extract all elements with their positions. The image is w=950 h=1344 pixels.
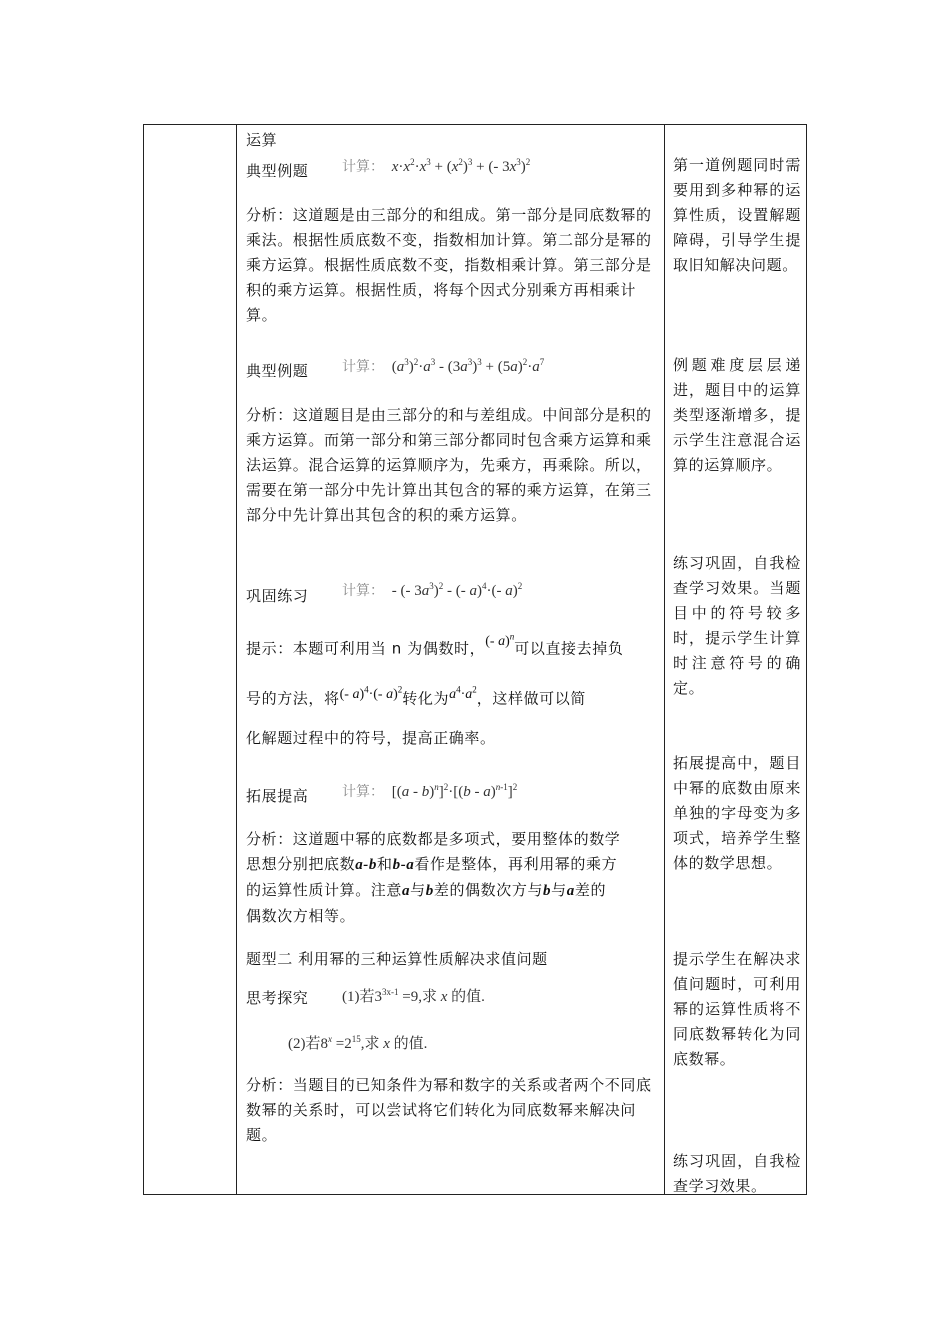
- var-b: b: [425, 883, 434, 899]
- note-4: 拓展提高中，题目中幂的底数由原来单独的字母变为多项式，培养学生整体的数学思想。: [673, 754, 801, 872]
- note-2: 例题难度层层递进，题目中的运算类型逐渐增多，提示学生注意混合运算的运算顺序。: [673, 356, 801, 474]
- type2-title: 题型二 利用幂的三种运算性质解决求值问题: [246, 950, 548, 968]
- practice-hint-line-1: [246, 633, 658, 663]
- calc-label: 计算：: [342, 159, 384, 175]
- text: 的运算性质计算。注意: [246, 881, 403, 899]
- text: 8: [320, 1036, 328, 1052]
- note-1: 第一道例题同时需要用到多种幂的运算性质，设置解题障碍，引导学生提取旧知解决问题。: [673, 156, 801, 274]
- text: (2)若: [288, 1036, 321, 1052]
- text: 差的偶数次方与: [433, 881, 544, 899]
- practice-hint-line-2: [246, 683, 658, 713]
- extend-label: 拓展提高: [246, 787, 309, 805]
- expr-a-minus-b: a-b: [355, 857, 377, 873]
- text: (1)若: [342, 989, 375, 1005]
- var-b: b: [543, 883, 552, 899]
- extend-analysis: [246, 827, 658, 929]
- calc-label: 计算：: [342, 583, 384, 599]
- example-2-analysis: 分析：这道题目是由三部分的和与差组成。中间部分是积的乘方运算。而第一部分和第三部分都同时包含乘方运算和乘法运算。混合运算的运算顺序为，先乘方，再乘除。所以，需要在第一部分中先计算出其包含的幂的乘方运算，在第三部分中先计算出其包含的积的乘方运算。: [246, 406, 652, 524]
- hint-text: ，这样做可以简: [476, 689, 586, 708]
- note-3: 练习巩固，自我检查学习效果。当题目中的符号较多时，提示学生计算时注意符号的确定。: [673, 554, 801, 697]
- hint-formula: (- a)$^n$: [485, 631, 515, 649]
- practice-formula: 计算： - (- $3a^3)^2$ - (- a)$^4$·(- a)$^2$: [342, 581, 523, 599]
- top-word: 运算: [246, 131, 278, 149]
- column-divider-2: [664, 124, 665, 1195]
- extend-analysis-line: 分析：这道题中幂的底数都是多项式，要用整体的数学: [246, 830, 621, 848]
- var-x: x: [383, 1036, 390, 1052]
- var-a: a: [566, 883, 575, 899]
- note-6: 练习巩固，自我检查学习效果。: [673, 1152, 801, 1195]
- question-2: [288, 1027, 427, 1057]
- hint-formula: (- a)$^4$·(- a)$^2$: [339, 684, 403, 702]
- exponent: 15: [351, 1034, 361, 1044]
- type2-analysis: 分析：当题目的已知条件为幂和数字的关系或者两个不同底数幂的关系时，可以尝试将它们转化为同底数幂来解决问题。: [246, 1076, 652, 1144]
- note-5: 提示学生在解决求值问题时，可利用幂的运算性质将不同底数幂转化为同底数幂。: [673, 950, 801, 1068]
- text: ,求: [360, 1036, 384, 1052]
- text: 的值.: [389, 1036, 428, 1052]
- exponent: x: [328, 1034, 332, 1044]
- extend-analysis-line: [246, 878, 658, 904]
- extend-formula: 计算： [(a - b)$^n$]$^2$·[(b - a)$^{n-1}$]$^2$: [342, 782, 518, 800]
- column-divider-1: [236, 124, 237, 1195]
- text: 差的: [574, 881, 607, 899]
- extend-analysis-line: [246, 852, 658, 878]
- example-2-label: 典型例题: [246, 362, 309, 380]
- text: 思想分别把底数: [246, 855, 356, 873]
- extend-analysis-line: 偶数次方相等。: [246, 907, 356, 925]
- example-1-analysis: 分析：这道题是由三部分的和组成。第一部分是同底数幂的乘法。根据性质底数不变，指数相加计算。第二部分是幂的乘方运算。根据性质底数不变，指数相乘计算。第三部分是积的乘方运算。根据性质，将每个因式分别乘方再相乘计算。: [246, 206, 652, 324]
- expr-b-minus-a: b-a: [392, 857, 415, 873]
- text: 3: [374, 989, 382, 1005]
- hint-text: 提示：本题可利用当 n 为偶数时，: [246, 639, 486, 658]
- think-explore-label: 思考探究: [246, 989, 309, 1007]
- hint-formula: $a^4\cdot a^2$: [449, 684, 477, 702]
- text: 看作是整体，再利用幂的乘方: [414, 855, 618, 873]
- example-1-label: 典型例题: [246, 162, 309, 180]
- text: 的值.: [447, 989, 485, 1005]
- practice-hint-line-3: 化解题过程中的符号，提高正确率。: [246, 729, 496, 747]
- hint-text: 号的方法，将: [246, 689, 340, 708]
- example-1-formula: 计算： $x\cdot x^2\cdot x^3 + (x^2)^3$ + (- $3x^3)^2$: [342, 157, 531, 175]
- text: =9,求: [398, 989, 441, 1005]
- var-x: x: [440, 989, 448, 1005]
- example-2-formula: 计算： $(a^3)^2\cdot a^3 - (3a^3)^3 + (5a)^2\cdot a^7$: [342, 357, 545, 375]
- hint-text: 转化为: [402, 689, 450, 708]
- text: 和: [377, 855, 393, 873]
- hint-text: 可以直接去掉负: [514, 639, 624, 658]
- calc-label: 计算：: [342, 784, 384, 800]
- exponent: 3x-1: [382, 987, 399, 997]
- text: 与: [410, 881, 426, 899]
- text: 与: [551, 881, 567, 899]
- text: =2: [332, 1036, 352, 1052]
- question-1: [342, 980, 485, 1010]
- var-a: a: [402, 883, 411, 899]
- practice-label: 巩固练习: [246, 587, 309, 605]
- calc-label: 计算：: [342, 359, 384, 375]
